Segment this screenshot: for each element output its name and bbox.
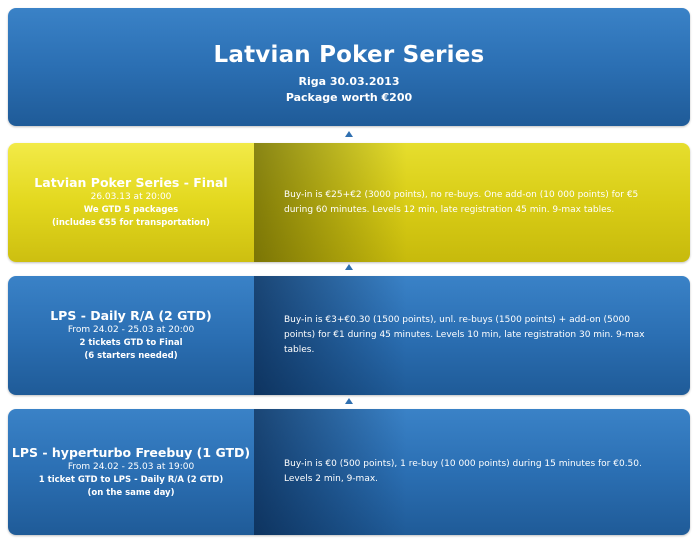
package-value: Package worth €200	[285, 91, 413, 104]
arrow-up-icon	[345, 131, 353, 137]
tournament-title: Latvian Poker Series - Final	[34, 175, 228, 190]
tournament-note: (on the same day)	[87, 487, 175, 498]
tournament-date: From 24.02 - 25.03 at 19:00	[67, 461, 195, 472]
tournament-description	[254, 409, 690, 535]
tournament-note: (includes €55 for transportation)	[52, 218, 210, 228]
tournament-note: (6 starters needed)	[84, 351, 178, 361]
tournament-card-daily[interactable]	[8, 276, 690, 395]
page-title: Latvian Poker Series	[213, 42, 485, 68]
tournament-description-text: Buy-in is €0 (500 points), 1 re-buy (10 000 points) during 15 minutes for €0.50. Levels 2 min, 9-max.	[284, 459, 642, 484]
tournament-guarantee: 1 ticket GTD to LPS - Daily R/A (2 GTD)	[38, 474, 224, 485]
arrow-up-icon	[345, 264, 353, 270]
tournament-description-text: Buy-in is €3+€0.30 (1500 points), unl. re-buys (1500 points) + add-on (5000 points) for €1 during 45 minutes. Levels 10 min, late registration 30 min. 9-max tables.	[284, 315, 645, 355]
event-location-date: Riga 30.03.2013	[298, 75, 400, 88]
tournament-card-freebuy[interactable]	[8, 409, 690, 535]
tournament-guarantee: We GTD 5 packages	[83, 205, 179, 215]
tournament-title: LPS - hyperturbo Freebuy (1 GTD)	[11, 444, 251, 460]
tournament-card-final[interactable]	[8, 143, 690, 262]
tournament-summary	[8, 276, 254, 395]
tournament-summary	[8, 143, 254, 262]
arrow-up-icon	[345, 398, 353, 404]
tournament-date: 26.03.13 at 20:00	[90, 192, 172, 202]
series-header	[8, 8, 690, 126]
tournament-description	[254, 143, 690, 262]
tournament-description-text: Buy-in is €25+€2 (3000 points), no re-buys. One add-on (10 000 points) for €5 during 60 minutes. Levels 12 min, late registration 45 min. 9-max tables.	[284, 189, 639, 215]
tournament-guarantee: 2 tickets GTD to Final	[79, 338, 183, 348]
tournament-description	[254, 276, 690, 395]
tournament-date: From 24.02 - 25.03 at 20:00	[67, 325, 195, 335]
tournament-summary	[8, 409, 254, 535]
tournament-title: LPS - Daily R/A (2 GTD)	[50, 308, 212, 323]
